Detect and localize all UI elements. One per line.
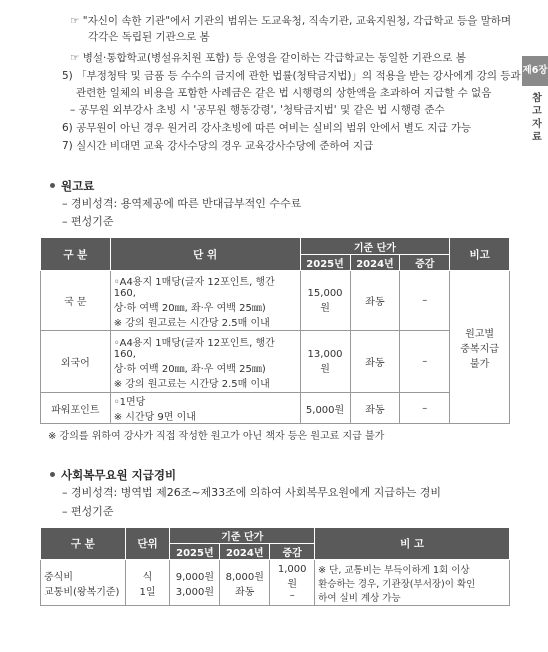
price-2024-cell: [220, 560, 270, 606]
price-2025-cell: 5,000원: [300, 393, 350, 424]
table-row: [41, 331, 510, 393]
manuscript-table: [40, 237, 510, 424]
text-line: – 공무원 외부강사 초빙 시 '공무원 행동강령', '청탁금지법' 및 같은 법 시행령 준수: [70, 104, 445, 116]
header-change: 증감: [400, 255, 450, 271]
header-standard-price: 기준 단가: [300, 238, 450, 255]
unit-line: 160,: [113, 348, 136, 360]
section-title-manuscript: [50, 178, 94, 194]
unit-line: ◦1면당: [113, 397, 146, 408]
note-cell: [450, 271, 510, 424]
table-row: [41, 271, 510, 331]
section-title-text: 원고료: [61, 179, 95, 193]
unit-line: ※ 시간당 9면 이내: [113, 412, 196, 423]
note-line: 원고별: [465, 328, 495, 340]
side-label-char: 료: [532, 132, 542, 143]
header-unit: 단 위: [110, 238, 300, 271]
note-line: ※ 단, 교통비는 부득이하게 1회 이상: [318, 564, 470, 576]
unit-line: 상·하 여백 20㎜, 좌·우 여백 25㎜): [113, 302, 266, 314]
category-cell: 파워포인트: [41, 393, 111, 424]
header-2024: 2024년: [220, 544, 270, 560]
price-line: 9,000원: [175, 571, 214, 583]
category-cell: 외국어: [41, 331, 111, 393]
unit-line: ◦A4용지 1매당(글자 12포인트, 행간: [113, 337, 275, 349]
price-2025-cell: 13,000원: [300, 331, 350, 393]
category-cell: 국 문: [41, 271, 111, 331]
note-line: 환승하는 경우, 기관장(부서장)이 확인: [318, 578, 476, 590]
unit-line: ※ 강의 원고료는 시간당 2.5매 이내: [113, 317, 270, 329]
unit-cell: [110, 393, 300, 424]
header-category: 구 분: [41, 528, 126, 560]
header-2024: 2024년: [350, 255, 400, 271]
bullet-icon: [50, 183, 55, 188]
price-2024-cell: 좌동: [350, 393, 400, 424]
text-line: 관련한 일체의 비용을 포함한 사례금은 같은 법 시행령의 상한액을 초과하여 지급할 수 없음: [76, 87, 492, 99]
category-line: 중식비: [44, 571, 73, 583]
text-line: 7) 실시간 비대면 교육 강사수당의 경우 교육강사수당에 준하여 지급: [62, 140, 374, 152]
text-line: 5) 「부정청탁 및 금품 등 수수의 금지에 관한 법률(청탁금지법)」의 적용을 받는 강사에게 강의 등과: [62, 70, 521, 82]
note-line: 하여 실비 계상 가능: [318, 592, 401, 604]
header-note: 비고: [450, 238, 510, 271]
header-standard-price: 기준 단가: [170, 528, 315, 544]
side-label-char: 참: [532, 93, 542, 104]
footnote: ※ 강의를 위하여 강사가 직접 작성한 원고가 아닌 책자 등은 원고료 지급 불가: [48, 431, 385, 442]
section-title-text: 사회복무요원 지급경비: [61, 468, 177, 482]
change-line: –: [289, 590, 295, 601]
text-line: 6) 공무원이 아닌 경우 원거리 강사초빙에 따른 여비는 실비의 범위 안에서 별도 지급 가능: [62, 122, 472, 134]
header-category: 구 분: [41, 238, 111, 271]
change-cell: [270, 560, 315, 606]
bullet-icon: [50, 472, 55, 477]
unit-line: 160,: [113, 287, 136, 299]
table-row: [41, 393, 510, 424]
unit-cell: [110, 271, 300, 331]
header-unit: 단위: [125, 528, 170, 560]
note-line: 불가: [469, 358, 490, 370]
header-change: 증감: [270, 544, 315, 560]
category-line: 교통비(왕복기준): [44, 586, 120, 598]
text-line: 각각은 독립된 기관으로 봄: [88, 31, 210, 43]
chapter-tab[interactable]: 제6장: [522, 56, 548, 86]
category-cell: [41, 560, 126, 606]
text-line: ☞ 병설·통합학교(병설유치원 포함) 등 운영을 같이하는 각급학교는 동일한 기관으로 봄: [70, 52, 466, 64]
unit-line: ◦A4용지 1매당(글자 12포인트, 행간: [113, 276, 275, 288]
header-2025: 2025년: [170, 544, 220, 560]
social-table: [40, 527, 510, 606]
change-cell: –: [400, 331, 450, 393]
side-label-char: 고: [532, 106, 542, 117]
unit-cell: [110, 331, 300, 393]
side-label: [530, 92, 544, 144]
section-title-social: [50, 467, 176, 483]
header-note: 비 고: [315, 528, 510, 560]
text-line: – 경비성격: 병역법 제26조~제33조에 의하여 사회복무요원에게 지급하는 경비: [62, 486, 442, 499]
price-2024-cell: 좌동: [350, 331, 400, 393]
text-line: – 편성기준: [62, 505, 114, 518]
note-line: 중복지급: [460, 343, 499, 355]
unit-line: 1일: [139, 586, 156, 598]
unit-line: 식: [142, 571, 153, 583]
price-line: 3,000원: [175, 586, 214, 598]
table-row: [41, 560, 510, 606]
change-line: 1,000원: [277, 564, 307, 590]
change-cell: –: [400, 393, 450, 424]
unit-line: ※ 강의 원고료는 시간당 2.5매 이내: [113, 378, 270, 390]
text-line: ☞ "자신이 속한 기관"에서 기관의 범위는 도교육청, 직속기관, 교육지원청, 각급학교 등을 말하며: [70, 15, 512, 27]
change-cell: –: [400, 271, 450, 331]
price-line: 8,000원: [225, 571, 264, 583]
unit-cell: [125, 560, 170, 606]
price-2025-cell: 15,000원: [300, 271, 350, 331]
price-2025-cell: [170, 560, 220, 606]
text-line: – 편성기준: [62, 215, 114, 228]
price-line: 좌동: [235, 586, 255, 598]
note-cell: [315, 560, 510, 606]
side-label-char: 자: [532, 119, 542, 130]
header-2025: 2025년: [300, 255, 350, 271]
unit-line: 상·하 여백 20㎜, 좌·우 여백 25㎜): [113, 363, 266, 375]
price-2024-cell: 좌동: [350, 271, 400, 331]
text-line: – 경비성격: 용역제공에 따른 반대급부적인 수수료: [62, 197, 302, 210]
